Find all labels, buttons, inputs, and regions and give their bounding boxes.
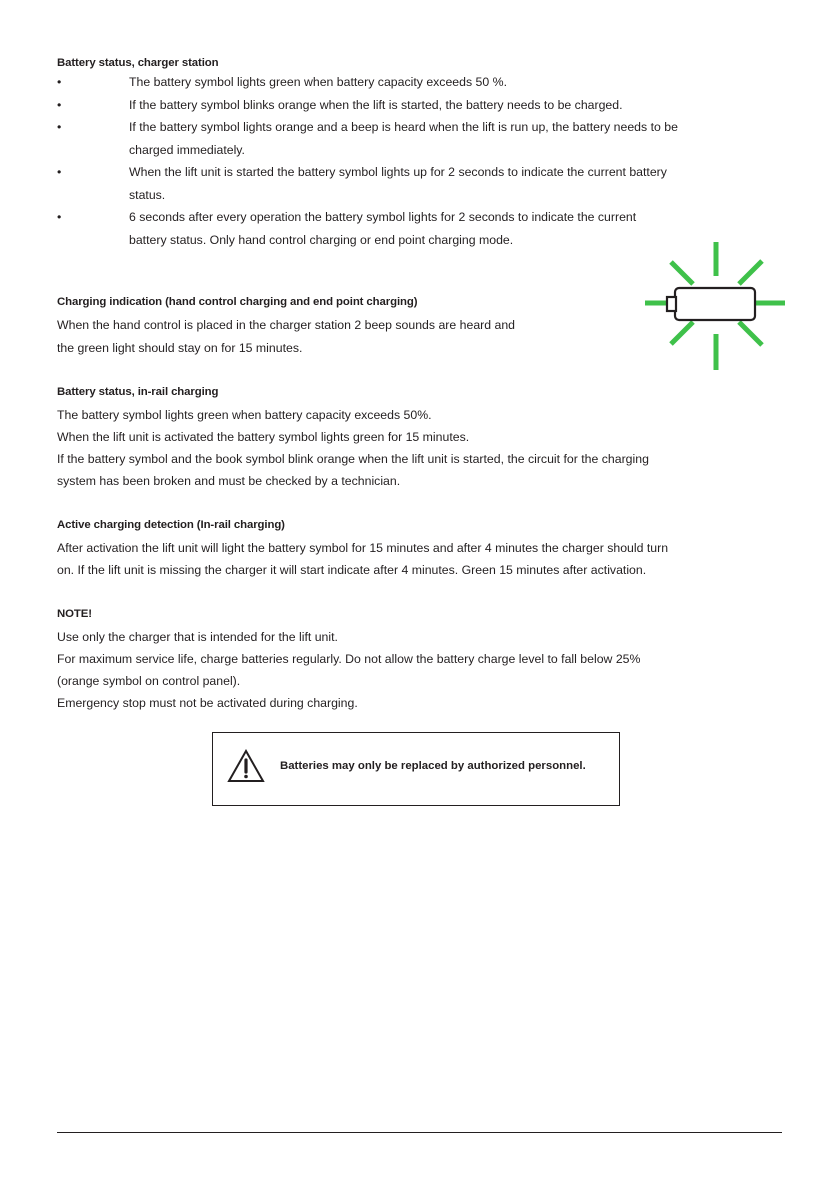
paragraph-line: If the battery symbol and the book symbol blink orange when the lift unit is started, the circuit for the charging xyxy=(57,452,649,466)
list-item-text: charged immediately. xyxy=(129,142,245,157)
list-item xyxy=(57,94,757,117)
heading-in-rail-charging: Battery status, in-rail charging xyxy=(57,386,219,398)
battery-terminal xyxy=(667,297,676,311)
list-item-text: When the lift unit is started the battery symbol lights up for 2 seconds to indicate the current battery xyxy=(129,165,667,179)
paragraph-line: on. If the lift unit is missing the charger it will start indicate after 4 minutes. Green 15 minutes after activation. xyxy=(57,563,647,577)
warning-box xyxy=(212,732,620,806)
warning-text: Batteries may only be replaced by authorized personnel. xyxy=(280,760,586,772)
paragraph-line: (orange symbol on control panel). xyxy=(57,674,241,688)
list-item-text: 6 seconds after every operation the battery symbol lights for 2 seconds to indicate the current xyxy=(129,210,637,224)
list-item-text: battery status. Only hand control charging or end point charging mode. xyxy=(129,232,514,247)
bullet-mark: • xyxy=(57,165,62,179)
paragraph-line: After activation the lift unit will light the battery symbol for 15 minutes and after 4 minutes the charger should turn xyxy=(57,541,669,555)
paragraph-line: When the hand control is placed in the charger station 2 beep sounds are heard and xyxy=(57,318,516,332)
battery-outline xyxy=(675,288,755,320)
list-item xyxy=(57,161,757,206)
list-item-text: status. xyxy=(129,187,166,202)
battery-blinking-icon xyxy=(645,240,785,372)
paragraph-line: For maximum service life, charge batteries regularly. Do not allow the battery charge level to fall below 25% xyxy=(57,652,641,666)
list-item xyxy=(57,116,757,161)
list-item-text: If the battery symbol lights orange and a beep is heard when the lift is run up, the battery needs to be xyxy=(129,120,678,134)
paragraph-line: Use only the charger that is intended for the lift unit. xyxy=(57,630,338,644)
heading-active-charging-detection: Active charging detection (In-rail charging) xyxy=(57,519,285,531)
paragraph-line: When the lift unit is activated the battery symbol lights green for 15 minutes. xyxy=(57,430,470,444)
list-item-text: If the battery symbol blinks orange when the lift is started, the battery needs to be charged. xyxy=(129,97,623,112)
paragraph-line: The battery symbol lights green when battery capacity exceeds 50%. xyxy=(57,408,432,422)
paragraph-line: system has been broken and must be checked by a technician. xyxy=(57,474,401,488)
heading-charging-indication: Charging indication (hand control charging and end point charging) xyxy=(57,296,418,308)
warning-triangle-icon xyxy=(227,749,265,783)
bullet-mark: • xyxy=(57,120,62,134)
heading-note: NOTE! xyxy=(57,608,92,620)
bullet-mark: • xyxy=(57,210,62,224)
list-item xyxy=(57,71,757,94)
footer-divider xyxy=(57,1132,782,1133)
paragraph-line: the green light should stay on for 15 minutes. xyxy=(57,341,303,355)
charger-status-list xyxy=(57,71,757,251)
heading-charger-station: Battery status, charger station xyxy=(57,57,219,69)
bullet-mark: • xyxy=(57,75,62,89)
paragraph-line: Emergency stop must not be activated during charging. xyxy=(57,696,358,710)
list-item-text: The battery symbol lights green when battery capacity exceeds 50 %. xyxy=(129,75,507,89)
bullet-mark: • xyxy=(57,97,62,112)
